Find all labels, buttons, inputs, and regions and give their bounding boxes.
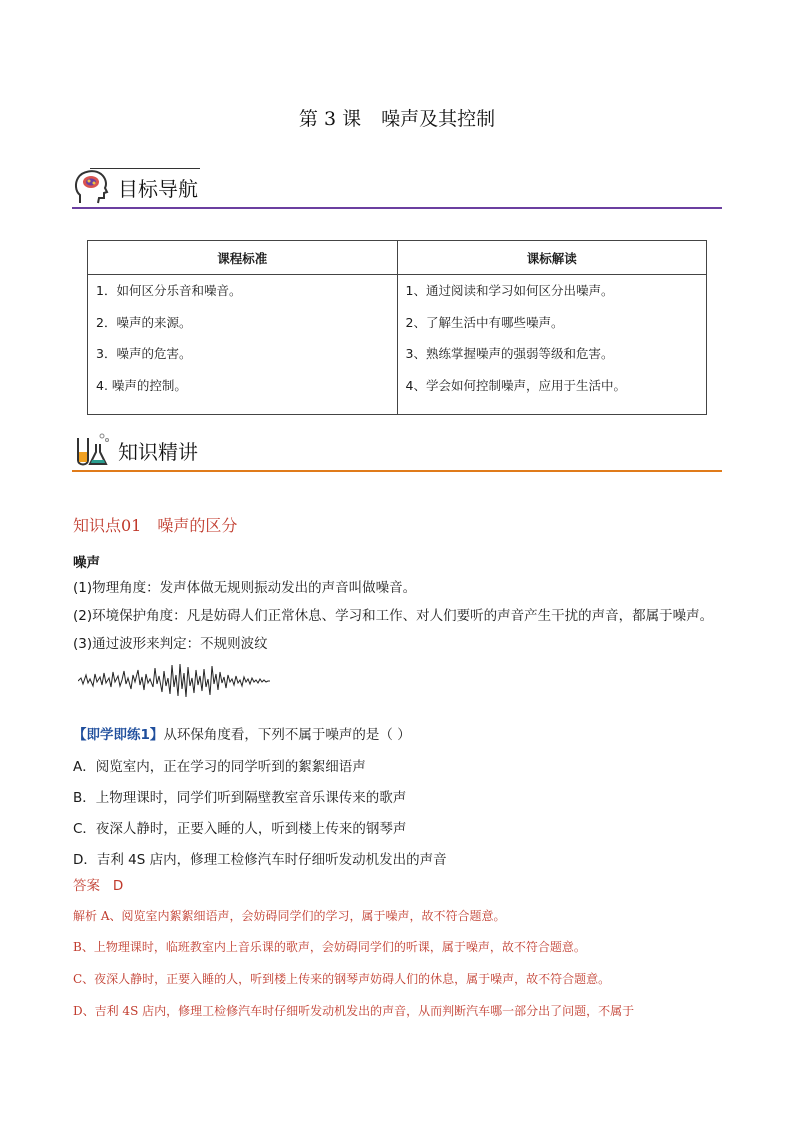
option-c: C．夜深人静时，正要入睡的人，听到楼上传来的钢琴声 bbox=[73, 821, 407, 837]
column-header: 课程标准 bbox=[88, 241, 398, 275]
list-item: 2、了解生活中有哪些噪声。 bbox=[405, 314, 564, 330]
section-title-goals: 目标导航 bbox=[118, 177, 198, 201]
lesson-number: 第 3 课 bbox=[298, 108, 362, 130]
answer-value: D bbox=[112, 878, 124, 894]
answer-line bbox=[73, 874, 123, 894]
question-text: 从环保角度看，下列不属于噪声的是（ ） bbox=[163, 727, 411, 743]
list-item: 1、通过阅读和学习如何区分出噪声。 bbox=[405, 283, 614, 298]
list-item: 3．噪声的危害。 bbox=[96, 346, 192, 361]
list-item: 2．噪声的来源。 bbox=[96, 314, 192, 330]
flask-icon bbox=[72, 430, 112, 470]
paragraph: (2)环境保护角度：凡是妨碍人们正常休息、学习和工作、对人们要听的声音产生干扰的声音，都属于噪声。 bbox=[73, 608, 714, 624]
option-b: B．上物理课时，同学们听到隔壁教室音乐课传来的歌声 bbox=[73, 790, 407, 806]
interpretation-cell bbox=[397, 275, 707, 415]
knowledge-point-number: 知识点01 bbox=[73, 516, 142, 535]
option-d: D．吉利 4S 店内，修理工检修汽车时仔细听发动机发出的声音 bbox=[73, 852, 447, 868]
page-title bbox=[0, 104, 794, 131]
list-item: 4. 噪声的控制。 bbox=[96, 377, 187, 393]
knowledge-point-title bbox=[73, 513, 237, 536]
section-title-knowledge: 知识精讲 bbox=[118, 440, 198, 464]
section-header-goals bbox=[72, 167, 722, 207]
section-divider bbox=[72, 470, 722, 472]
irregular-waveform-figure bbox=[78, 656, 270, 706]
list-item: 3、熟练掌握噪声的强弱等级和危害。 bbox=[405, 346, 614, 361]
subtitle: 噪声 bbox=[73, 555, 100, 571]
brain-head-icon bbox=[72, 167, 112, 207]
standards-cell bbox=[88, 275, 398, 415]
analysis-line: D、吉利 4S 店内，修理工检修汽车时仔细听发动机发出的声音，从而判断汽车哪一部分出了问题，不属于 bbox=[73, 1004, 635, 1018]
answer-label: 答案 bbox=[73, 878, 100, 894]
exercise-question bbox=[73, 723, 411, 743]
paragraph: (3)通过波形来判定：不规则波纹 bbox=[73, 636, 268, 652]
column-header: 课标解读 bbox=[397, 241, 707, 275]
analysis-line: C、夜深人静时，正要入睡的人，听到楼上传来的钢琴声妨碍人们的休息，属于噪声，故不符合题意。 bbox=[73, 972, 611, 986]
standards-table bbox=[87, 240, 707, 415]
list-item: 1．如何区分乐音和噪音。 bbox=[96, 283, 242, 298]
option-a: A．阅览室内，正在学习的同学听到的絮絮细语声 bbox=[73, 759, 366, 775]
analysis-line: 解析 A、阅览室内絮絮细语声，会妨碍同学们的学习，属于噪声，故不符合题意。 bbox=[73, 909, 506, 923]
knowledge-point-topic: 噪声的区分 bbox=[157, 516, 238, 535]
list-item: 4、学会如何控制噪声，应用于生活中。 bbox=[405, 377, 626, 393]
section-divider bbox=[72, 207, 722, 209]
exercise-tag: 【即学即练1】 bbox=[73, 727, 164, 743]
table-row bbox=[88, 275, 707, 415]
paragraph: (1)物理角度：发声体做无规则振动发出的声音叫做噪音。 bbox=[73, 580, 417, 596]
analysis-line: B、上物理课时，临班教室内上音乐课的歌声，会妨碍同学们的听课，属于噪声，故不符合题意。 bbox=[73, 940, 586, 954]
lesson-topic: 噪声及其控制 bbox=[381, 108, 496, 130]
section-header-knowledge bbox=[72, 430, 722, 470]
table-header-row bbox=[88, 241, 707, 275]
